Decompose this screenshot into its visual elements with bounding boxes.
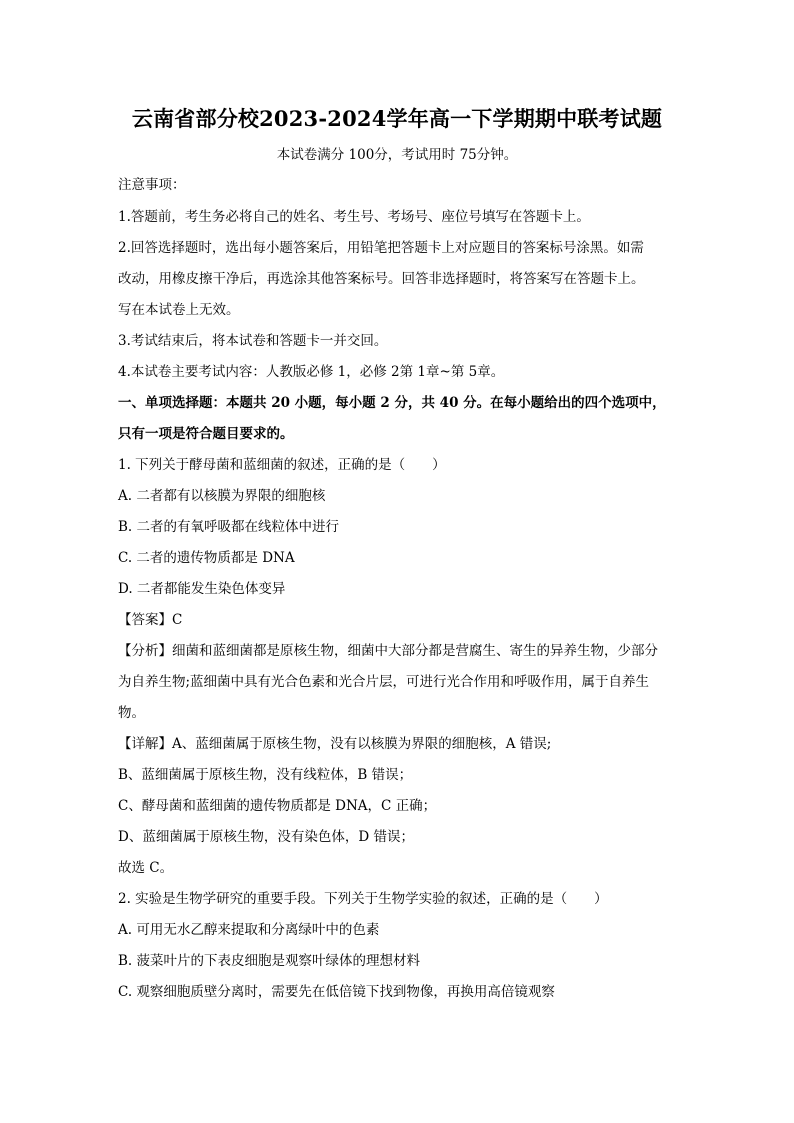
section-heading-line-1: 一、单项选择题：本题共 20 小题，每小题 2 分，共 40 分。在每小题给出的四个选项中， (118, 395, 666, 411)
question-1-detail-line-4: D、蓝细菌属于原核生物，没有染色体，D 错误； (118, 829, 414, 845)
question-1-option-b: B. 二者的有氧呼吸都在线粒体中进行 (118, 519, 340, 535)
question-1-option-d: D. 二者都能发生染色体变异 (118, 581, 286, 597)
notice-item-3: 3.考试结束后，将本试卷和答题卡一并交回。 (118, 333, 388, 349)
question-1-option-c: C. 二者的遗传物质都是 DNA (118, 550, 295, 566)
notice-item-2-line-2: 改动，用橡皮擦干净后，再选涂其他答案标号。回答非选择题时，将答案写在答题卡上。 (118, 271, 645, 287)
notice-heading: 注意事项： (118, 177, 186, 193)
notice-item-1: 1.答题前，考生务必将自己的姓名、考生号、考场号、座位号填写在答题卡上。 (118, 209, 590, 225)
question-1-analysis-line-2: 为自养生物;蓝细菌中具有光合色素和光合片层，可进行光合作用和呼吸作用，属于自养生 (118, 674, 650, 690)
question-1-option-a: A. 二者都有以核膜为界限的细胞核 (118, 488, 326, 504)
question-2-option-b: B. 菠菜叶片的下表皮细胞是观察叶绿体的理想材料 (118, 953, 421, 969)
question-2-stem: 2. 实验是生物学研究的重要手段。下列关于生物学实验的叙述，正确的是（ ） (118, 891, 608, 907)
question-2-option-c: C. 观察细胞质壁分离时，需要先在低倍镜下找到物像，再换用高倍镜观察 (118, 984, 555, 1000)
question-1-detail-line-2: B、蓝细菌属于原核生物，没有线粒体，B 错误； (118, 767, 413, 783)
question-1-conclusion: 故选 C。 (118, 860, 174, 876)
question-1-analysis-line-1: 【分析】细菌和蓝细菌都是原核生物，细菌中大部分都是营腐生、寄生的异养生物，少部分 (118, 643, 658, 659)
notice-item-2-line-3: 写在本试卷上无效。 (118, 302, 240, 318)
exam-info: 本试卷满分 100分，考试用时 75分钟。 (276, 147, 518, 163)
notice-item-4: 4.本试卷主要考试内容：人教版必修 1，必修 2第 1章~第 5章。 (118, 364, 505, 380)
notice-item-2-line-1: 2.回答选择题时，选出每小题答案后，用铅笔把答题卡上对应题目的答案标号涂黑。如需 (118, 240, 644, 256)
question-1-detail-line-1: 【详解】A、蓝细菌属于原核生物，没有以核膜为界限的细胞核，A 错误; (118, 736, 552, 752)
question-1-analysis-line-3: 物。 (118, 705, 145, 721)
question-1-stem: 1. 下列关于酵母菌和蓝细菌的叙述，正确的是（ ） (118, 457, 446, 473)
section-heading-line-2: 只有一项是符合题目要求的。 (118, 426, 294, 442)
question-1-answer: 【答案】C (118, 612, 183, 628)
question-1-detail-line-3: C、酵母菌和蓝细菌的遗传物质都是 DNA，C 正确； (118, 798, 437, 814)
question-2-option-a: A. 可用无水乙醇来提取和分离绿叶中的色素 (118, 922, 380, 938)
page-title: 云南省部分校2023-2024学年高一下学期期中联考试题 (131, 106, 663, 131)
